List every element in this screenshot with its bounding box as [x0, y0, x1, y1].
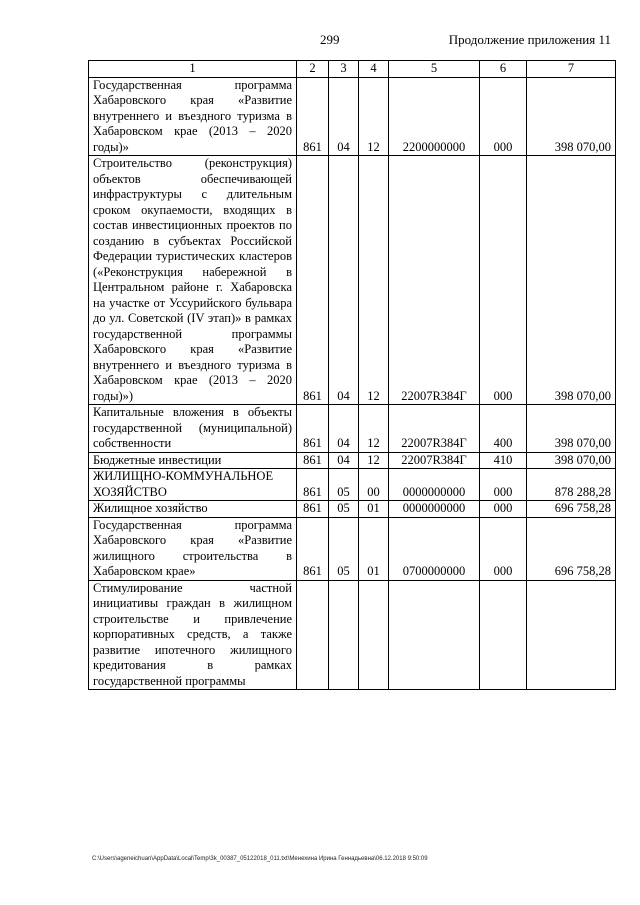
- column-header: 1: [89, 61, 297, 78]
- cell-section: 04: [329, 77, 359, 156]
- page-number: 299: [320, 32, 340, 47]
- file-path-footer: C:\Users\ageneichuan\AppData\Local\Temp\3k_00387_05122018_011.txt\Менехина Ирина Геннадьевна\06.12.2018 9:50:09: [92, 856, 428, 862]
- cell-subsection: 00: [359, 469, 389, 501]
- table-row: [89, 469, 616, 501]
- cell-target-article: 0000000000: [389, 501, 480, 518]
- cell-section: 04: [329, 405, 359, 453]
- column-header: 6: [480, 61, 527, 78]
- cell-target-article: 2200000000: [389, 77, 480, 156]
- cell-expense-type: 410: [480, 452, 527, 469]
- cell-section: 05: [329, 501, 359, 518]
- cell-section: 04: [329, 156, 359, 405]
- column-header: 4: [359, 61, 389, 78]
- table-row: [89, 77, 616, 156]
- cell-expense-type: 000: [480, 501, 527, 518]
- table-row: [89, 580, 616, 690]
- cell-ministry: 861: [297, 156, 329, 405]
- cell-expense-type: 000: [480, 77, 527, 156]
- row-name: Капитальные вложения в объекты государственной (муниципальной) собственности: [89, 405, 297, 453]
- cell-expense-type: [480, 580, 527, 690]
- cell-amount: 398 070,00: [527, 452, 616, 469]
- cell-ministry: 861: [297, 77, 329, 156]
- cell-section: 05: [329, 517, 359, 580]
- cell-section: 04: [329, 452, 359, 469]
- cell-ministry: 861: [297, 501, 329, 518]
- cell-amount: 398 070,00: [527, 405, 616, 453]
- cell-amount: 696 758,28: [527, 501, 616, 518]
- column-header: 5: [389, 61, 480, 78]
- cell-expense-type: 000: [480, 469, 527, 501]
- row-name: Жилищное хозяйство: [89, 501, 297, 518]
- table-row: [89, 405, 616, 453]
- budget-table: [88, 60, 616, 690]
- row-name: ЖИЛИЩНО-КОММУНАЛЬНОЕ ХОЗЯЙСТВО: [89, 469, 297, 501]
- row-name: Государственная программа Хабаровского края «Развитие внутреннего и въездного туризма в Хабаровском крае (2013 – 2020 годы)»: [89, 77, 297, 156]
- cell-target-article: 22007R384Г: [389, 452, 480, 469]
- cell-amount: 696 758,28: [527, 517, 616, 580]
- cell-ministry: [297, 580, 329, 690]
- cell-expense-type: 400: [480, 405, 527, 453]
- appendix-caption: Продолжение приложения 11: [448, 32, 611, 47]
- cell-amount: [527, 580, 616, 690]
- cell-expense-type: 000: [480, 517, 527, 580]
- cell-target-article: [389, 580, 480, 690]
- column-header: 2: [297, 61, 329, 78]
- cell-ministry: 861: [297, 469, 329, 501]
- table-row: [89, 452, 616, 469]
- column-header: 3: [329, 61, 359, 78]
- cell-subsection: 01: [359, 517, 389, 580]
- cell-ministry: 861: [297, 517, 329, 580]
- cell-subsection: [359, 580, 389, 690]
- table-row: [89, 501, 616, 518]
- cell-amount: 878 288,28: [527, 469, 616, 501]
- cell-expense-type: 000: [480, 156, 527, 405]
- cell-subsection: 12: [359, 156, 389, 405]
- row-name: Бюджетные инвестиции: [89, 452, 297, 469]
- cell-subsection: 01: [359, 501, 389, 518]
- cell-subsection: 12: [359, 452, 389, 469]
- cell-target-article: 22007R384Г: [389, 156, 480, 405]
- cell-target-article: 0700000000: [389, 517, 480, 580]
- table-header-row: [89, 61, 616, 78]
- column-header: 7: [527, 61, 616, 78]
- cell-section: [329, 580, 359, 690]
- cell-subsection: 12: [359, 77, 389, 156]
- cell-section: 05: [329, 469, 359, 501]
- row-name: Строительство (реконструкция) объектов обеспечивающей инфраструктуры с длительным сроком окупаемости, входящих в состав инвестиционных проектов по созданию в субъектах Российской Федерации туристических кластеров («Реконструкция набережной в Центральном районе г. Хабаровска на участке от Уссурийского бульвара до ул. Советской (IV этап)» в рамках государственной программы Хабаровского края «Развитие внутреннего и въездного туризма в Хабаровском крае (2013 – 2020 годы)»): [89, 156, 297, 405]
- row-name: Стимулирование частной инициативы граждан в жилищном строительстве и привлечение корпоративных средств, а также развитие ипотечного жилищного кредитования в рамках государственной программы: [89, 580, 297, 690]
- cell-ministry: 861: [297, 452, 329, 469]
- table-row: [89, 156, 616, 405]
- cell-target-article: 0000000000: [389, 469, 480, 501]
- cell-amount: 398 070,00: [527, 156, 616, 405]
- table-row: [89, 517, 616, 580]
- cell-ministry: 861: [297, 405, 329, 453]
- cell-subsection: 12: [359, 405, 389, 453]
- cell-target-article: 22007R384Г: [389, 405, 480, 453]
- row-name: Государственная программа Хабаровского края «Развитие жилищного строительства в Хабаровском крае»: [89, 517, 297, 580]
- cell-amount: 398 070,00: [527, 77, 616, 156]
